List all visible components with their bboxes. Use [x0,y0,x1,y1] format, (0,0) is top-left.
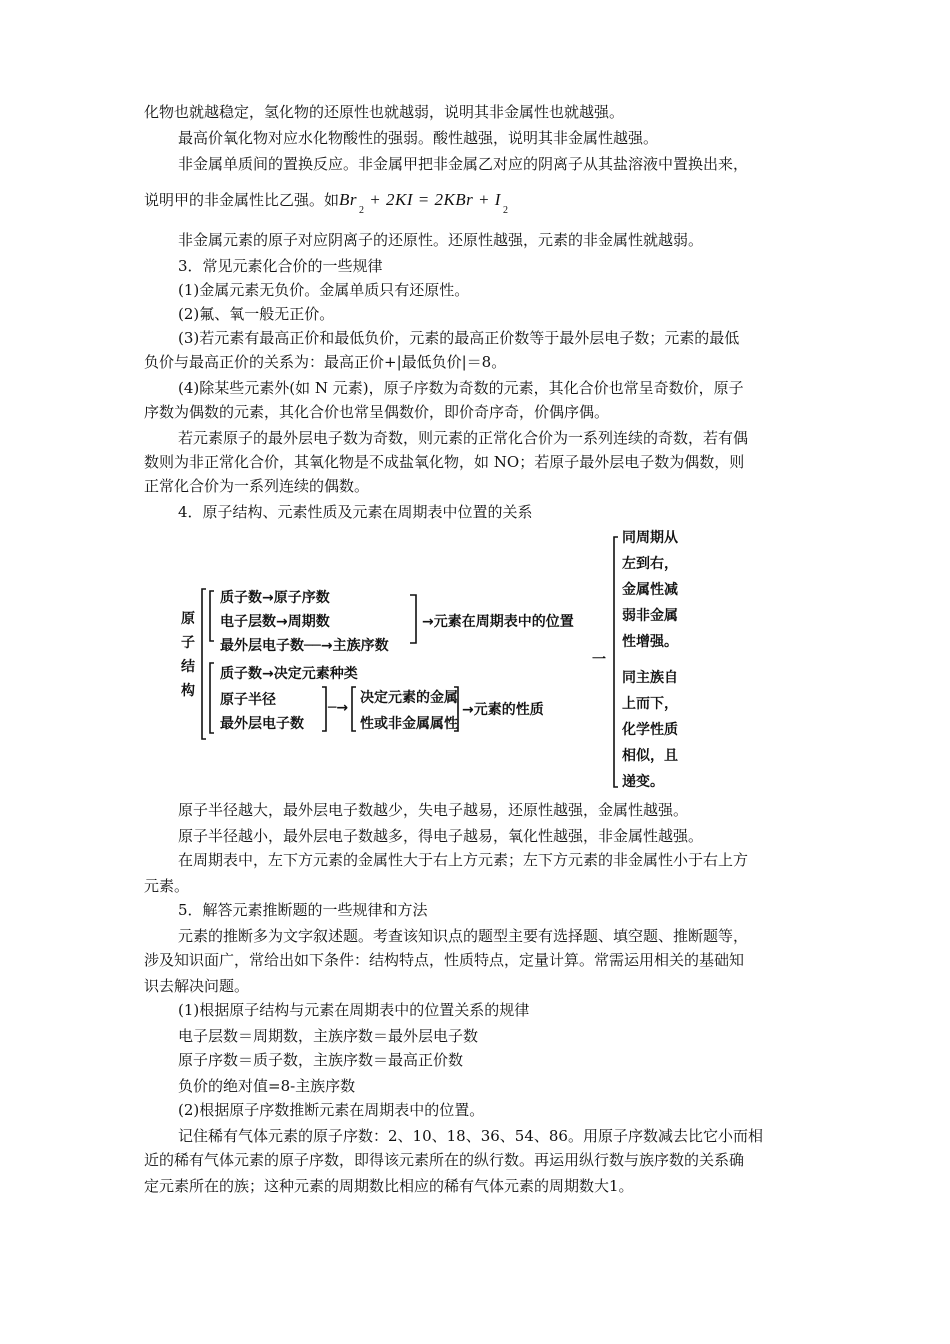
section-heading: 3．常见元素化合价的一些规律 [178,257,383,275]
text-line: 原子序数＝质子数，主族序数＝最高正价数 [178,1051,464,1069]
right-note-line: 上而下， [622,696,678,712]
text-line: 涉及知识面广，常给出如下条件：结构特点，性质特点，定量计算。常需运用相关的基础知 [144,951,745,969]
text-line: 识去解决问题。 [144,977,250,995]
text-line: 若元素原子的最外层电子数为奇数，则元素的正常化合价为一系列连续的奇数，若有偶 [178,429,749,447]
atomic-structure-label: 原子结构 [181,611,195,699]
right-note-line: 性增强。 [622,634,678,650]
diagram-arrow: ─→ [328,700,349,716]
text-line: (2)氟、氧一般无正价。 [178,305,335,323]
text-line: 序数为偶数的元素，其化合价也常呈偶数价，即价奇序奇，价偶序偶。 [144,403,610,421]
right-note-line: 相似，且 [622,748,678,764]
diagram-item: 最外层电子数──→主族序数 [220,638,389,654]
text-line: 非金属单质间的置换反应。非金属甲把非金属乙对应的阴离子从其盐溶液中置换出来， [178,155,749,173]
right-note-line: 递变。 [622,774,664,790]
right-note-line: 同主族自 [622,670,678,686]
text-line: 电子层数＝周期数，主族序数＝最外层电子数 [178,1027,479,1045]
diagram-item: 电子层数→周期数 [220,614,330,630]
text-line: (1)根据原子结构与元素在周期表中的位置关系的规律 [178,1001,530,1019]
formula-main: Br [339,190,358,209]
text-line: 负价与最高正价的关系为：最高正价+|最低负价|＝8。 [144,353,507,371]
formula-mid: + 2KI = 2KBr + I [364,190,501,209]
diagram-item: 性或非金属属性 [360,716,458,732]
text-line: 正常化合价为一系列连续的偶数。 [144,477,370,495]
diagram-item: 决定元素的金属 [360,690,458,706]
text-line: (2)根据原子序数推断元素在周期表中的位置。 [178,1101,485,1119]
chemical-equation [339,190,509,216]
text-line: 原子半径越小，最外层电子数越多，得电子越易，氧化性越强，非金属性越强。 [178,827,704,845]
diagram-item: 最外层电子数 [220,716,304,732]
text-line-with-formula [144,190,509,216]
text-line: 元素的推断多为文字叙述题。考查该知识点的题型主要有选择题、填空题、推断题等， [178,927,749,945]
diagram-item: 质子数→决定元素种类 [220,666,358,682]
text-line: 数则为非正常化合价，其氧化物是不成盐氧化物，如 NO；若原子最外层电子数为偶数，则 [144,453,745,471]
formula-sub: 2 [502,205,509,216]
right-note-line: 弱非金属 [622,608,678,624]
right-note-line: 左到右， [622,556,678,572]
relationship-diagram [172,527,732,789]
diagram-dash: 一 [592,652,606,668]
right-note-line: 同周期从 [622,530,678,546]
text-line: 元素。 [144,877,190,895]
text-line: 原子半径越大，最外层电子数越少，失电子越易，还原性越强，金属性越强。 [178,801,689,819]
formula-sub: 2 [359,205,365,216]
text-line: 在周期表中，左下方元素的金属性大于右上方元素；左下方元素的非金属性小于右上方 [178,851,749,869]
text-line: 非金属元素的原子对应阴离子的还原性。还原性越强，元素的非金属性就越弱。 [178,231,704,249]
text-line: (4)除某些元素外(如 N 元素)，原子序数为奇数的元素，其化合价也常呈奇数价，原子 [178,379,744,397]
property-result: →元素的性质 [462,702,544,718]
text-segment: 说明甲的非金属性比乙强。如 [144,191,340,209]
text-line: (1)金属元素无负价。金属单质只有还原性。 [178,281,470,299]
text-line: 定元素所在的族；这种元素的周期数比相应的稀有气体元素的周期数大1。 [144,1177,634,1195]
text-line: 记住稀有气体元素的原子序数：2、10、18、36、54、86。用原子序数减去比它小而相 [178,1127,763,1145]
section-heading: 4．原子结构、元素性质及元素在周期表中位置的关系 [178,503,533,521]
text-line: (3)若元素有最高正价和最低负价，元素的最高正价数等于最外层电子数；元素的最低 [178,329,740,347]
right-note-line: 金属性减 [622,582,678,598]
text-line: 化物也就越稳定，氢化物的还原性也就越弱，说明其非金属性也就越强。 [144,103,625,121]
text-line: 近的稀有气体元素的原子序数，即得该元素所在的纵行数。再运用纵行数与族序数的关系确 [144,1151,745,1169]
text-line: 负价的绝对值=8-主族序数 [178,1077,356,1095]
right-note-line: 化学性质 [622,722,678,738]
text-line: 最高价氧化物对应水化物酸性的强弱。酸性越强，说明其非金属性越强。 [178,129,659,147]
diagram-item: 质子数→原子序数 [220,590,330,606]
diagram-item: 原子半径 [220,692,276,708]
position-result: →元素在周期表中的位置 [422,614,574,630]
section-heading: 5．解答元素推断题的一些规律和方法 [178,901,428,919]
